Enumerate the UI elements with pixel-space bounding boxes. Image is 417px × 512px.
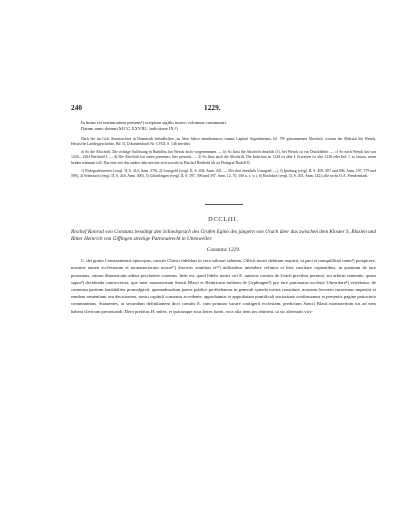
page-number: 240 [71, 104, 83, 112]
footnotes: a) So die Abschrift. Die richtige Auflösung in Rudolfus hat Wenck nicht vorgenommen. — b) So fasst die Abschrift deutlich (1), bei Wenck ist ein Druckfehler. — c) So nach Wenck bei von 1226—1264 Berthold I. — d) Die Abschrift hat einen presentes, hier presenti. — 2) So lässt auch die Abschrift. Die Indiction zu 1228 ist aber I. Erwarten ist also 1226 oder Ind. I, so lassen, wenn beiden stimmen soll. Das eine wie das andere Jahr möchte sich sowohl zu Bischof Berthold als zu Pfalzgraf Rudolf II. [71, 150, 376, 165]
person-notes: 1) Pfalzgrafenwetter (vergl. II, S. 414, Anm. 379), 2) Uruogold (vergl. II, S. 404, Anm. 401, — Der dort ebenfalls Uruagold —), 3) Iptzburg (vergl. II, S. 409, 407 und 496, Anm. 197, 579 und 599), 4) Seheraach (vergl. II, S. 416, Anm. 400), 5) Glitteltingen (vergl. II, S. 397, 396 und 397, Anm. 12, 70, 100 u. s. w.), 6) Hochdorf (vergl. II, S. 401, Anm. 142); alle sechs O.A. Freudenstadt. [71, 168, 376, 179]
source-note: Nach der im Geh. Staatsarchive in Darmstadt befindlichen „zu libro Salico membranaceo summi Capituli Argentinensis, fol. 78“ genommenen Abschrift, woraus der Abdruck bei Wenck, Hessische Landesgeschichte, Bd. II, Urkundenbuch Nr. CVIII, S. 146 herrührt. [71, 136, 376, 147]
charter-title: Bischof Konrad von Constanz bestätigt den Schiedspruch des Grafen Egino des jüngern von Urach über das zwischen dem Kloster S. Blasien und Ritter Heinrich von Gíffingen streitige Patronatrecht in Uttenweiler. [71, 229, 376, 243]
running-header [71, 104, 376, 116]
header-year: 1229. [204, 104, 221, 112]
place-date: Constanz 1229. [206, 247, 241, 254]
page-content [71, 104, 376, 315]
closing-line-1: In huius rei testimonium presens¹) scriptum sigillo nostro voluimus communiri. [81, 120, 228, 125]
charter-text: C. dei gratia Constantiensis episcopus, cunctis Christi fidelibus in vero salutari salutem. Officii nostri debitum requirit, ut paci et tranquillitati omni¹) prospicere, maxime tamen ecclesiarum et monasteriorum nostre¹⁾) diocesis omnibus et¹¹) utilitatibus intendere velimus et lites suscitare cupientibus, in quantum de iure possumus, omnes dimensionis aditus precludere curemus. Inde est, quod fidelis nostri viri E. iunioris comitis de Urach precibus permoti, sui arbitrii sententie, quam supra²) decidenda controversia, que inter monasterium Sancti Blasii et Heinricum militem de Gephingen³) pro iure patronatus ecclesie Uttewilare⁴) vertebatur, de consensu partium laudabiliter promulgavit, quemadmodum partes publice profitebantur in generali synodo nostra constitute, nostrum favorem curavimus impertiri et eandem sententiam seu decisionem, nostri capituli consensu accedente, approbamus et approbatam pontificali auctoritate confirmamus et presentis pagine patrocinio communimus. Statuentes, ut secundum definitionem dicti comitis E. cum primum vacare contigerit ecclesiam, predictum Sancti Blasii monasterium ius ad eam habeat clericum presentandi. Dein prefatus H. miles, et quicunque suus heres fuerit, vice alia item ius obtineat, ut sic alternatis vici- [71, 258, 376, 314]
closing-line-2: Datum anno domini M.CC.XXVIII., indictione IX.²) [81, 126, 178, 132]
section-number: DCCLIII. [208, 216, 239, 224]
